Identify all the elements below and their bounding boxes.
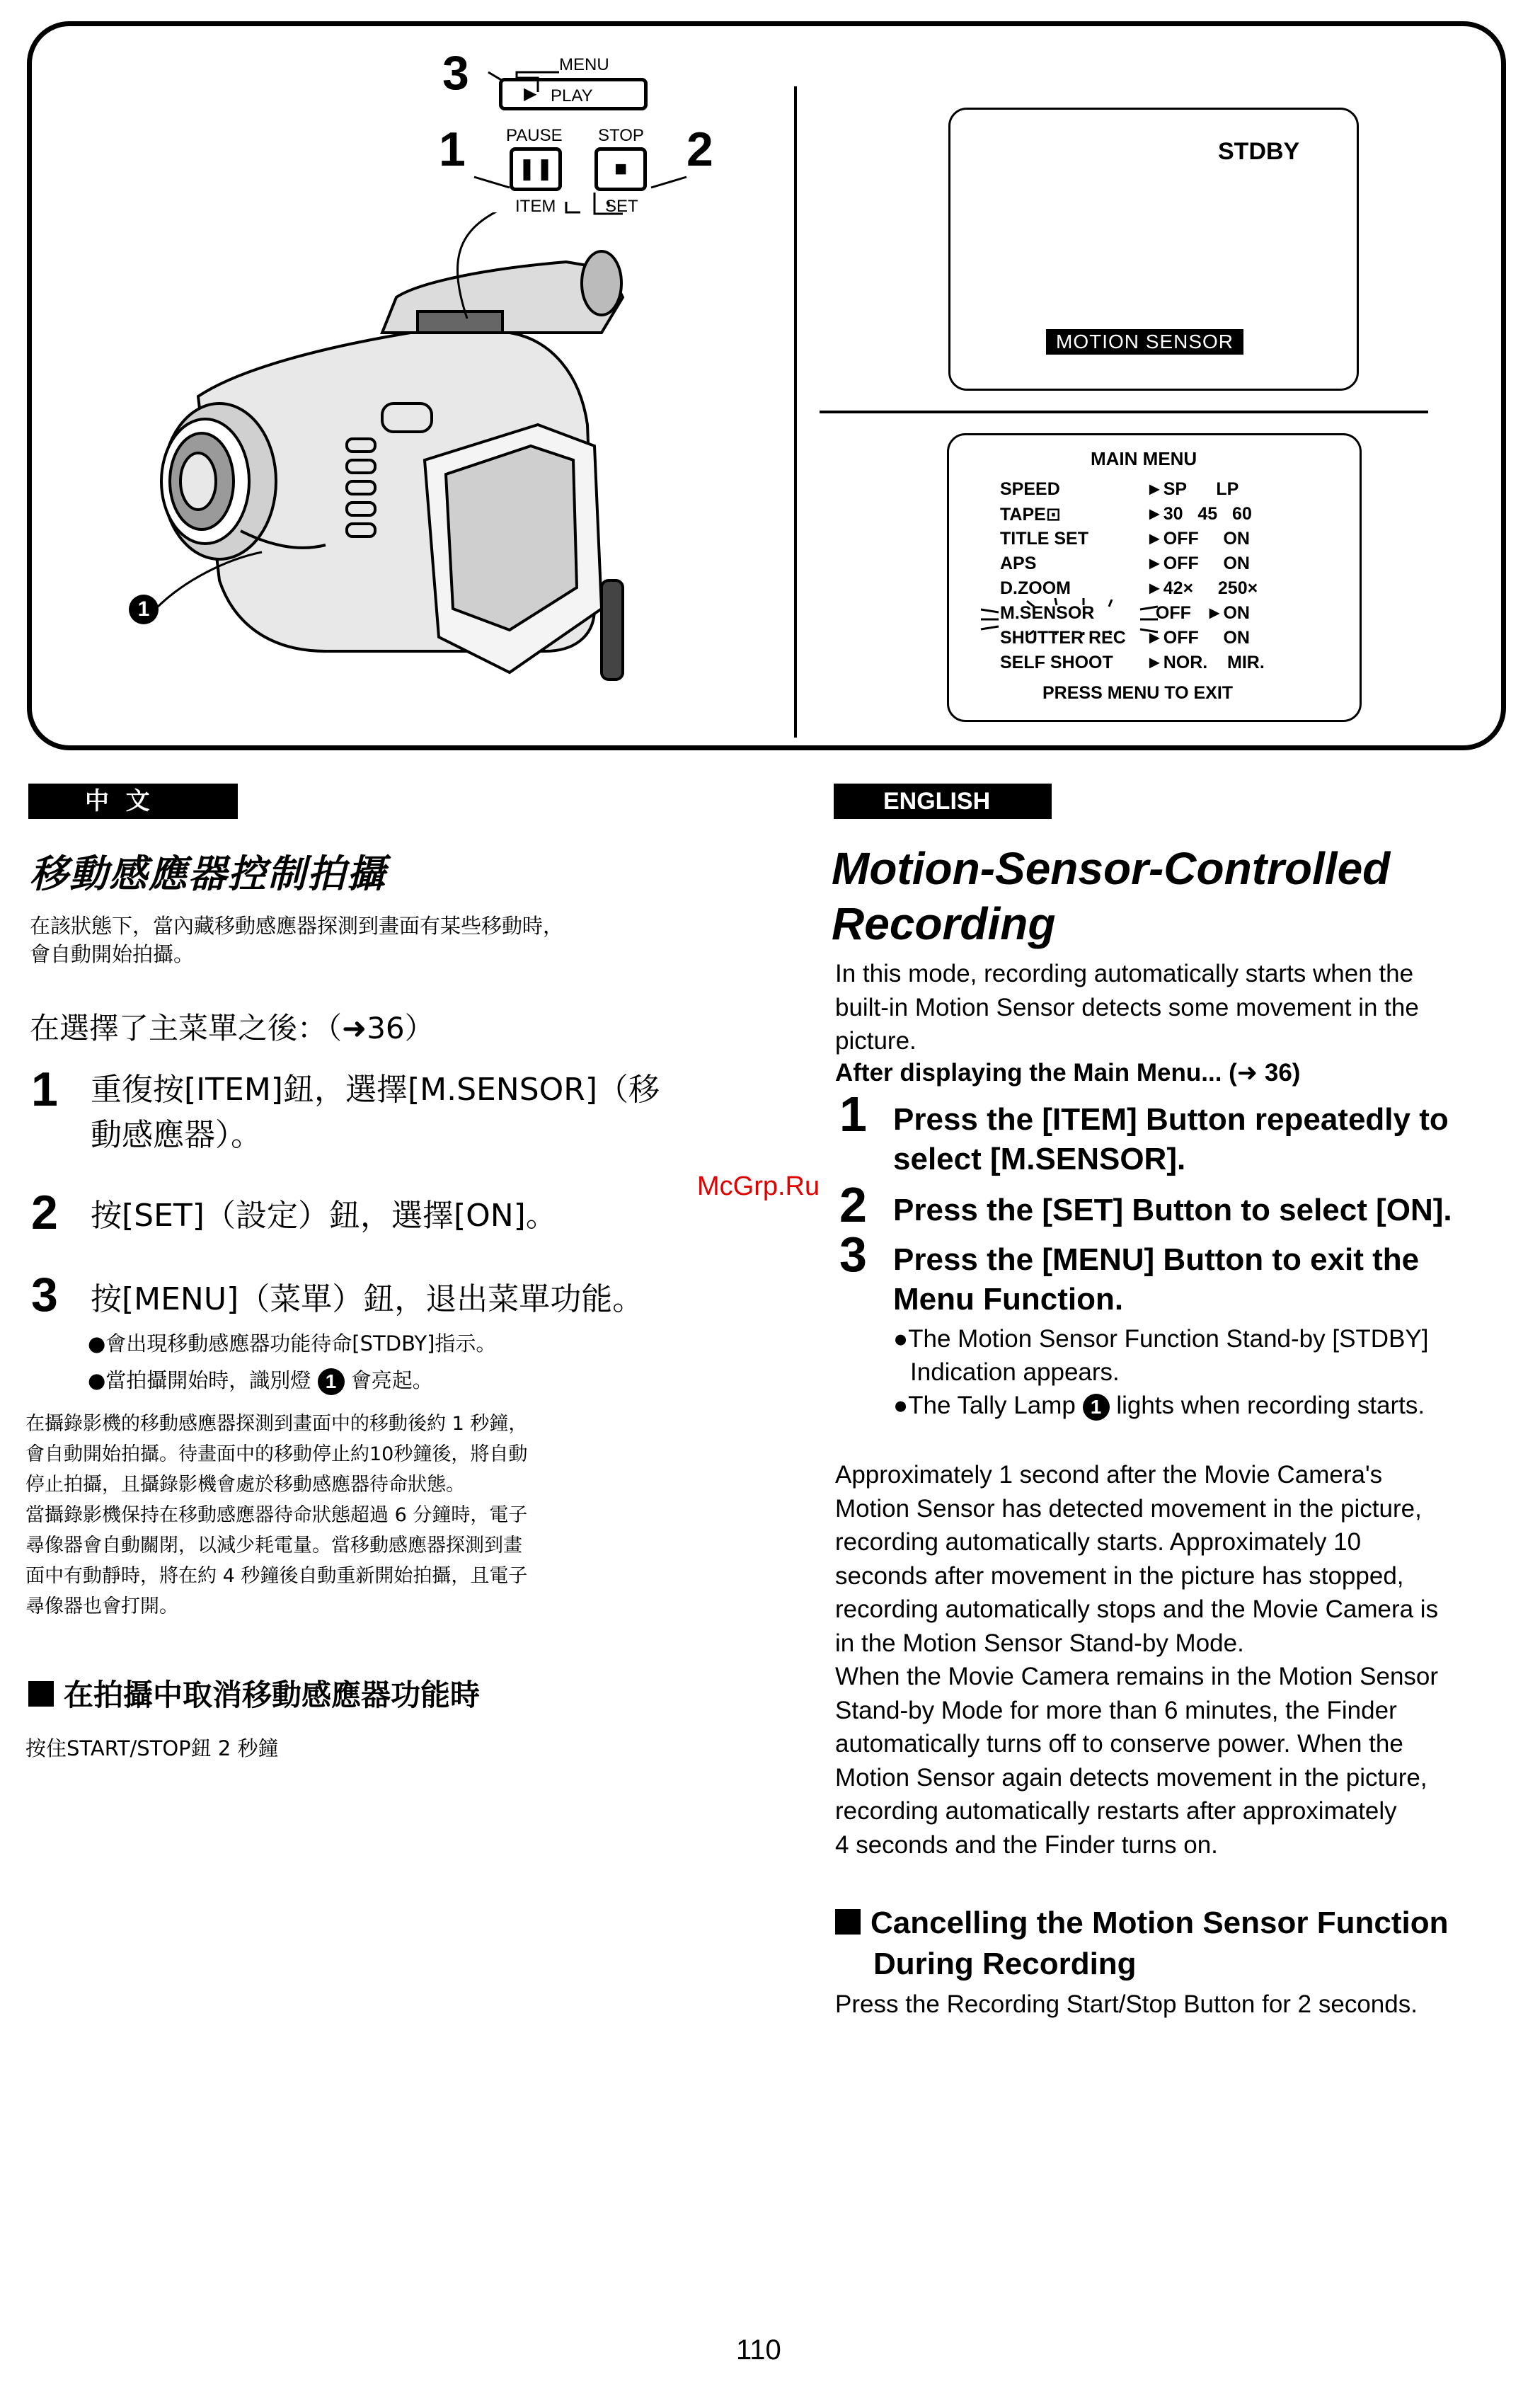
set-label: SET (605, 197, 638, 216)
page-number: 110 (736, 2334, 781, 2366)
english-body-line: Approximately 1 second after the Movie Camera's (835, 1461, 1383, 1489)
english-body (835, 1458, 1529, 1862)
english-bullet1-line: Indication appears. (910, 1358, 1120, 1386)
standby-screen (948, 108, 1359, 391)
chinese-body-line: 尋像器會自動關閉，以減少耗電量。當移動感應器探測到畫 (25, 1535, 522, 1557)
english-step3-line: Menu Function. (893, 1282, 1124, 1317)
chinese-bullet2-text: 會亮起。 (350, 1368, 433, 1392)
english-cancel-heading (835, 1903, 1515, 1985)
english-intro-line: picture. (835, 1027, 916, 1055)
menu-item-values: ►OFF ON (1146, 529, 1250, 549)
menu-item-values: ►42× 250× (1146, 578, 1258, 598)
chinese-title: 移動感應器控制拍攝 (30, 852, 386, 896)
menu-item-name: TITLE SET (1000, 529, 1088, 549)
square-bullet-icon (835, 1909, 861, 1935)
menu-bracket (474, 57, 566, 99)
tally-lamp-marker-icon: 1 (318, 1368, 345, 1395)
menu-item-values: ►30 45 60 (1146, 504, 1252, 524)
english-body-line: When the Movie Camera remains in the Motion Sensor (835, 1663, 1439, 1690)
chinese-step2-number: 2 (31, 1186, 58, 1239)
english-cancel-heading-line: Cancelling the Motion Sensor Function (870, 1906, 1449, 1940)
chinese-body-line: 在攝錄影機的移動感應器探測到畫面中的移動後約 1 秒鐘， (25, 1413, 528, 1435)
stop-button: ■ (594, 147, 647, 191)
english-header: ENGLISH (883, 788, 991, 815)
chinese-body (25, 1409, 712, 1622)
menu-item-values: ►OFF ON (1146, 628, 1250, 648)
callout-3: 3 (442, 46, 469, 100)
english-after-menu: After displaying the Main Menu... (➜ 36) (835, 1059, 1301, 1087)
menu-row-dzoom-values (1146, 578, 1258, 599)
chinese-body-line: 尋像器也會打開。 (25, 1595, 178, 1617)
english-step1 (893, 1100, 1502, 1179)
chinese-intro-line: 會自動開始拍攝。 (30, 942, 195, 966)
menu-item-values: OFF ►ON (1146, 603, 1250, 623)
menu-row-title-set-values (1146, 529, 1250, 549)
menu-row-speed (1000, 479, 1060, 500)
square-bullet-icon (28, 1681, 54, 1707)
watermark: McGrp.Ru (697, 1171, 820, 1201)
chinese-step3: 按[MENU]（菜單）鈕，退出菜單功能。 (91, 1281, 644, 1317)
english-title-line: Recording (832, 898, 1056, 949)
chinese-bullet2-text: ●當拍攝開始時，識別燈 (88, 1368, 311, 1392)
chinese-bullet1: ●會出現移動感應器功能待命[STDBY]指示。 (88, 1331, 497, 1356)
english-step3-number: 3 (839, 1227, 867, 1282)
chinese-body-line: 停止拍攝，且攝錄影機會處於移動感應器待命狀態。 (25, 1474, 465, 1496)
callout-1: 1 (439, 122, 466, 176)
menu-row-speed-values (1146, 479, 1239, 500)
screen-divider (820, 411, 1428, 413)
english-body-line: recording automatically stops and the Movie Camera is (835, 1595, 1439, 1623)
chinese-intro (30, 912, 709, 968)
english-bullet2 (893, 1389, 1516, 1422)
english-step2-number: 2 (839, 1177, 867, 1232)
menu-item-values: ►NOR. MIR. (1146, 653, 1265, 672)
english-step3-line: Press the [MENU] Button to exit the (893, 1242, 1420, 1277)
chinese-body-line: 面中有動靜時，將在約 4 秒鐘後自動重新開始拍攝，且電子 (25, 1565, 528, 1587)
chinese-cancel-heading (28, 1672, 480, 1714)
english-body-line: in the Motion Sensor Stand-by Mode. (835, 1629, 1244, 1657)
menu-row-aps-values (1146, 554, 1250, 574)
english-body-line: recording automatically restarts after approximately (835, 1797, 1397, 1825)
button-leaders (467, 149, 701, 219)
menu-item-name: M.SENSOR (1000, 603, 1095, 623)
menu-row-aps (1000, 554, 1036, 574)
english-step1-line: Press the [ITEM] Button repeatedly to (893, 1102, 1449, 1137)
english-step1-number: 1 (839, 1087, 867, 1142)
english-body-line: Stand-by Mode for more than 6 minutes, the Finder (835, 1696, 1397, 1724)
english-cancel-heading-line: During Recording (873, 1947, 1137, 1981)
chinese-step1-line: 動感應器）。 (91, 1117, 262, 1153)
menu-label: MENU (559, 55, 609, 74)
menu-row-shutter-rec (1000, 628, 1126, 648)
menu-item-name: TAPE⊡ (1000, 505, 1061, 525)
callout-2: 2 (686, 122, 713, 176)
english-body-line: Motion Sensor has detected movement in the picture, (835, 1494, 1422, 1523)
main-menu-title: MAIN MENU (1091, 448, 1197, 469)
english-step3 (893, 1240, 1502, 1319)
english-body-line: recording automatically starts. Approximately 10 (835, 1528, 1362, 1556)
chinese-step3-number: 3 (31, 1268, 58, 1322)
chinese-cancel-heading-text: 在拍攝中取消移動感應器功能時 (64, 1678, 481, 1712)
english-body-line: 4 seconds and the Finder turns on. (835, 1830, 1218, 1859)
menu-item-name: SELF SHOOT (1000, 653, 1113, 672)
menu-row-shutter-rec-values (1146, 628, 1250, 648)
chinese-intro-line: 在該狀態下，當內藏移動感應器探測到畫面有某些移動時， (30, 914, 564, 938)
menu-item-values: ►OFF ON (1146, 554, 1250, 573)
chinese-step1 (91, 1067, 728, 1158)
motion-sensor-badge: MOTION SENSOR (1046, 329, 1243, 355)
menu-item-name: SHUTTER REC (1000, 628, 1126, 648)
english-bullet2-text: lights when recording starts. (1116, 1392, 1425, 1419)
chinese-step1-number: 1 (31, 1062, 58, 1116)
tally-lamp-callout: 1 (129, 595, 159, 624)
menu-footer: PRESS MENU TO EXIT (1042, 683, 1234, 703)
item-label: ITEM (515, 197, 556, 216)
chinese-after-menu: 在選擇了主菜單之後：（➜36） (30, 1011, 435, 1045)
chinese-header: 中 文 (85, 787, 150, 815)
menu-row-tape-values (1146, 504, 1252, 525)
english-intro (835, 957, 1515, 1058)
english-body-line: automatically turns off to conserve power. When the (835, 1730, 1403, 1758)
chinese-body-line: 會自動開始拍攝。待畫面中的移動停止約10秒鐘後，將自動 (25, 1443, 528, 1465)
pause-button: ❚❚ (510, 147, 562, 191)
stdby-indicator: STDBY (1218, 138, 1300, 165)
menu-item-name: SPEED (1000, 479, 1060, 499)
menu-row-tape (1000, 504, 1061, 525)
figure-divider (794, 86, 797, 738)
menu-row-title-set (1000, 529, 1088, 549)
pause-label: PAUSE (506, 126, 563, 145)
english-bullet1 (893, 1322, 1516, 1389)
tally-lamp-marker-icon: 1 (1083, 1394, 1110, 1421)
english-bullet2-text: ●The Tally Lamp (893, 1392, 1076, 1419)
menu-row-self-shoot (1000, 653, 1113, 673)
stop-label: STOP (598, 126, 644, 145)
english-cancel-text: Press the Recording Start/Stop Button for 2 seconds. (835, 1990, 1418, 2018)
menu-item-values: ►SP LP (1146, 479, 1239, 499)
chinese-step2: 按[SET]（設定）鈕，選擇[ON]。 (91, 1198, 557, 1234)
chinese-body-line: 當攝錄影機保持在移動感應器待命狀態超過 6 分鐘時，電子 (25, 1504, 528, 1526)
english-step2: Press the [SET] Button to select [ON]. (893, 1193, 1452, 1227)
english-body-line: Motion Sensor again detects movement in the picture, (835, 1763, 1427, 1792)
chinese-cancel-text: 按住START/STOP鈕 2 秒鐘 (25, 1736, 279, 1760)
chinese-header-bar (28, 784, 238, 819)
english-title (832, 841, 1511, 951)
button-diagram (425, 42, 722, 219)
play-label: PLAY (551, 86, 593, 105)
chinese-step1-line: 重復按[ITEM]鈕，選擇[M.SENSOR]（移 (91, 1072, 660, 1108)
main-menu-screen (947, 433, 1362, 722)
play-triangle-icon: ▶ (524, 84, 537, 103)
menu-row-msensor-values (1146, 603, 1250, 624)
english-intro-line: In this mode, recording automatically starts when the (835, 960, 1414, 987)
english-title-line: Motion-Sensor-Controlled (832, 843, 1391, 894)
chinese-bullet2 (88, 1365, 433, 1395)
english-step1-line: select [M.SENSOR]. (893, 1142, 1186, 1176)
camcorder-illustration (113, 212, 637, 722)
english-body-line: seconds after movement in the picture has stopped, (835, 1561, 1404, 1590)
english-header-bar (834, 784, 1052, 819)
menu-item-name: D.ZOOM (1000, 578, 1071, 598)
english-bullet1-line: ●The Motion Sensor Function Stand-by [STDBY] (893, 1325, 1429, 1353)
menu-item-name: APS (1000, 554, 1037, 573)
menu-row-self-shoot-values (1146, 653, 1265, 673)
english-intro-line: built-in Motion Sensor detects some movement in the (835, 993, 1419, 1021)
